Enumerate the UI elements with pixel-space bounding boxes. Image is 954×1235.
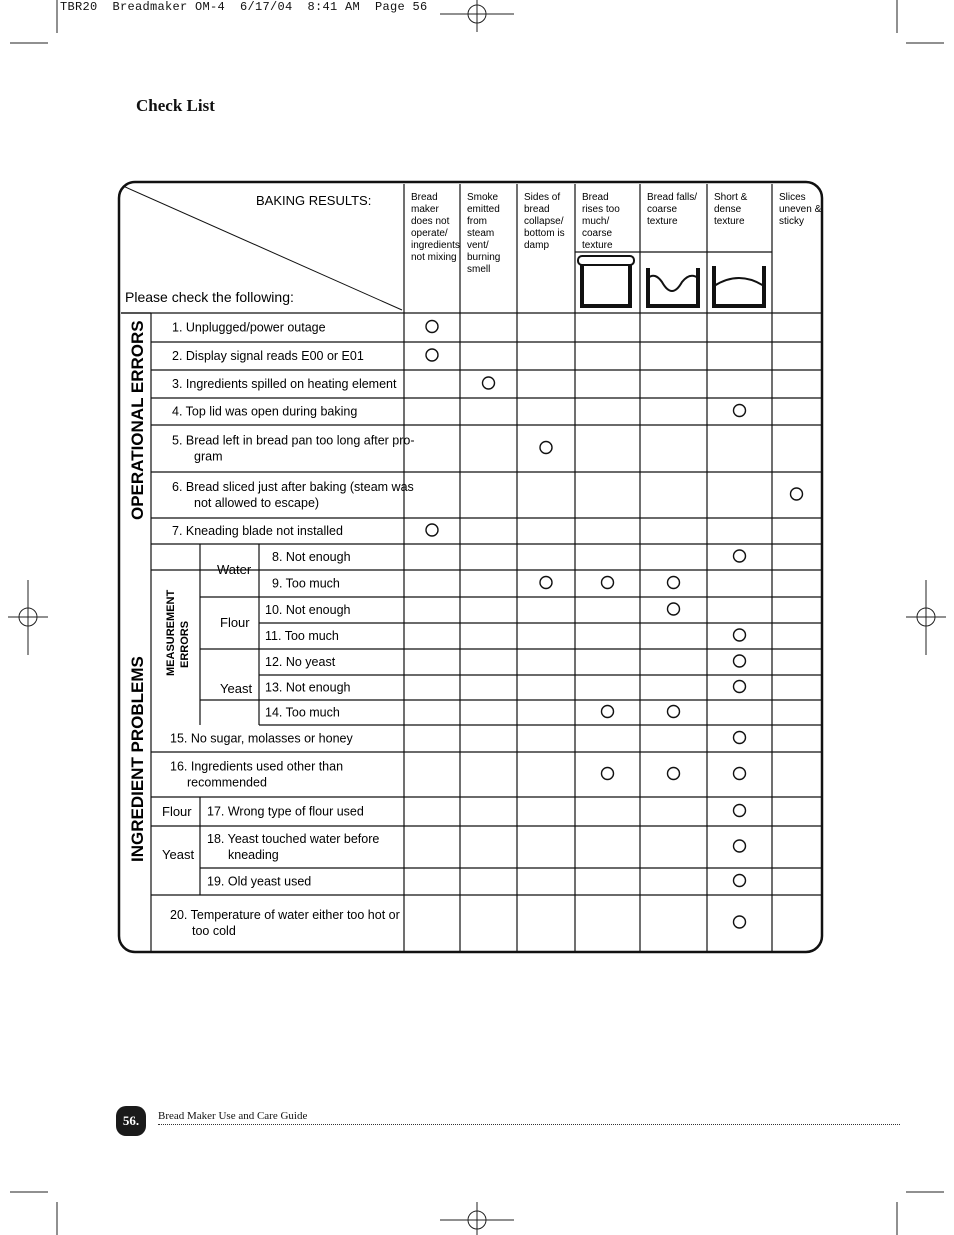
column-heading-line: Slices — [779, 192, 806, 203]
loaf-icons — [578, 256, 764, 306]
check-mark-circle — [668, 603, 680, 615]
column-heading-line: texture — [647, 216, 678, 227]
check-mark-circle — [540, 577, 552, 589]
column-heading-line: texture — [582, 240, 613, 251]
section-measurement-errors-line2: ERRORS — [179, 620, 191, 668]
row-label: 3. Ingredients spilled on heating element — [172, 377, 397, 391]
column-heading-line: dense — [714, 204, 742, 215]
row-label: not allowed to escape) — [194, 496, 320, 510]
column-heading-line: maker — [411, 204, 439, 215]
baking-results-label: BAKING RESULTS: — [256, 193, 372, 208]
column-heading-line: bread — [524, 204, 550, 215]
column-heading-line: from — [467, 216, 487, 227]
footer-text: Bread Maker Use and Care Guide — [158, 1110, 308, 1122]
check-mark-circle — [734, 840, 746, 852]
loaf-falls-icon — [648, 268, 698, 306]
check-mark-circle — [734, 550, 746, 562]
row-label: 11. Too much — [265, 629, 339, 643]
group-yeast: Yeast — [220, 681, 253, 696]
row-label: 2. Display signal reads E00 or E01 — [172, 349, 364, 363]
row-label: too cold — [192, 924, 236, 938]
check-mark-circle — [734, 655, 746, 667]
column-heading-line: emitted — [467, 204, 500, 215]
check-mark-circle — [668, 768, 680, 780]
footer-rule — [158, 1124, 900, 1125]
column-heading-line: steam — [467, 228, 495, 239]
row-label: 7. Kneading blade not installed — [172, 524, 343, 538]
check-mark-circle — [483, 377, 495, 389]
row-label: 10. Not enough — [265, 603, 351, 617]
group-flour-2: Flour — [162, 804, 192, 819]
check-mark-circle — [734, 732, 746, 744]
check-mark-circle — [540, 442, 552, 454]
check-mark-circle — [668, 706, 680, 718]
check-mark-circle — [426, 321, 438, 333]
row-label: 13. Not enough — [265, 680, 351, 695]
column-heading-line: vent/ — [467, 240, 489, 251]
printer-header: TBR20 Breadmaker OM-4 6/17/04 8:41 AM Page 56 — [60, 0, 428, 14]
column-heading-line: Bread — [411, 192, 438, 203]
group-flour: Flour — [220, 615, 250, 630]
group-yeast-2: Yeast — [162, 847, 195, 862]
check-mark-circle — [602, 768, 614, 780]
row-label: 15. No sugar, molasses or honey — [170, 731, 353, 746]
row-label: recommended — [187, 775, 267, 790]
row-label: 1. Unplugged/power outage — [172, 320, 326, 335]
check-mark-circle — [734, 875, 746, 887]
row-label: 8. Not enough — [272, 550, 351, 564]
row-label: 20. Temperature of water either too hot or — [170, 908, 400, 922]
row-label: 17. Wrong type of flour used — [207, 804, 364, 819]
column-heading-line: texture — [714, 216, 745, 227]
column-heading-line: coarse — [647, 204, 678, 215]
check-mark-circle — [668, 577, 680, 589]
check-mark-circle — [734, 768, 746, 780]
row-label: 6. Bread sliced just after baking (steam was — [172, 480, 414, 494]
row-label: 4. Top lid was open during baking — [172, 404, 358, 419]
column-heading-line: collapse/ — [524, 216, 564, 227]
check-mark-circle — [791, 488, 803, 500]
check-mark-circle — [734, 805, 746, 817]
group-water: Water — [217, 562, 252, 577]
column-heading-line: does not — [411, 216, 450, 227]
row-label: 5. Bread left in bread pan too long after pro- — [172, 433, 415, 448]
section-ingredient-problems: INGREDIENT PROBLEMS — [128, 656, 147, 862]
column-heading-line: Bread falls/ — [647, 192, 698, 203]
column-heading-line: operate/ — [411, 228, 448, 239]
row-label: 18. Yeast touched water before — [207, 832, 380, 846]
check-mark-circle — [602, 706, 614, 718]
check-mark-circle — [734, 629, 746, 641]
column-heading-line: much/ — [582, 216, 610, 227]
row-label: gram — [194, 449, 223, 464]
column-heading-line: Smoke — [467, 192, 499, 203]
section-operational-errors: OPERATIONAL ERRORS — [128, 320, 147, 520]
column-heading-line: bottom is — [524, 228, 565, 239]
column-heading-line: rises too — [582, 204, 620, 215]
check-mark-circle — [426, 524, 438, 536]
column-heading-line: not mixing — [411, 252, 457, 263]
page-number-badge: 56. — [116, 1106, 146, 1136]
check-mark-circle — [734, 916, 746, 928]
column-heading-line: damp — [524, 240, 550, 251]
column-heading-line: burning — [467, 252, 501, 263]
column-heading-line: coarse — [582, 228, 613, 239]
column-heading-line: Short & — [714, 192, 748, 203]
page-title: Check List — [136, 96, 215, 115]
row-label: 12. No yeast — [265, 655, 336, 669]
loaf-short-dense-icon — [714, 266, 764, 306]
row-label: 14. Too much — [265, 705, 340, 720]
please-check-label: Please check the following: — [125, 289, 294, 305]
check-mark-circle — [734, 681, 746, 693]
check-mark-circle — [734, 405, 746, 417]
row-label: 9. Too much — [272, 576, 340, 591]
check-mark-circle — [426, 349, 438, 361]
row-label: 16. Ingredients used other than — [170, 759, 344, 774]
column-heading-line: uneven & — [779, 204, 822, 215]
column-heading-line: ingredients — [411, 240, 460, 251]
row-label: kneading — [228, 848, 279, 862]
column-heading-line: Sides of — [524, 192, 561, 203]
column-heading-line: sticky — [779, 216, 804, 227]
section-measurement-errors-line1: MEASUREMENT — [165, 589, 177, 676]
row-label: 19. Old yeast used — [207, 874, 312, 889]
loaf-rises-too-much-icon — [578, 256, 634, 306]
column-heading-line: Bread — [582, 192, 609, 203]
column-heading-line: smell — [467, 264, 491, 275]
check-mark-circle — [602, 577, 614, 589]
